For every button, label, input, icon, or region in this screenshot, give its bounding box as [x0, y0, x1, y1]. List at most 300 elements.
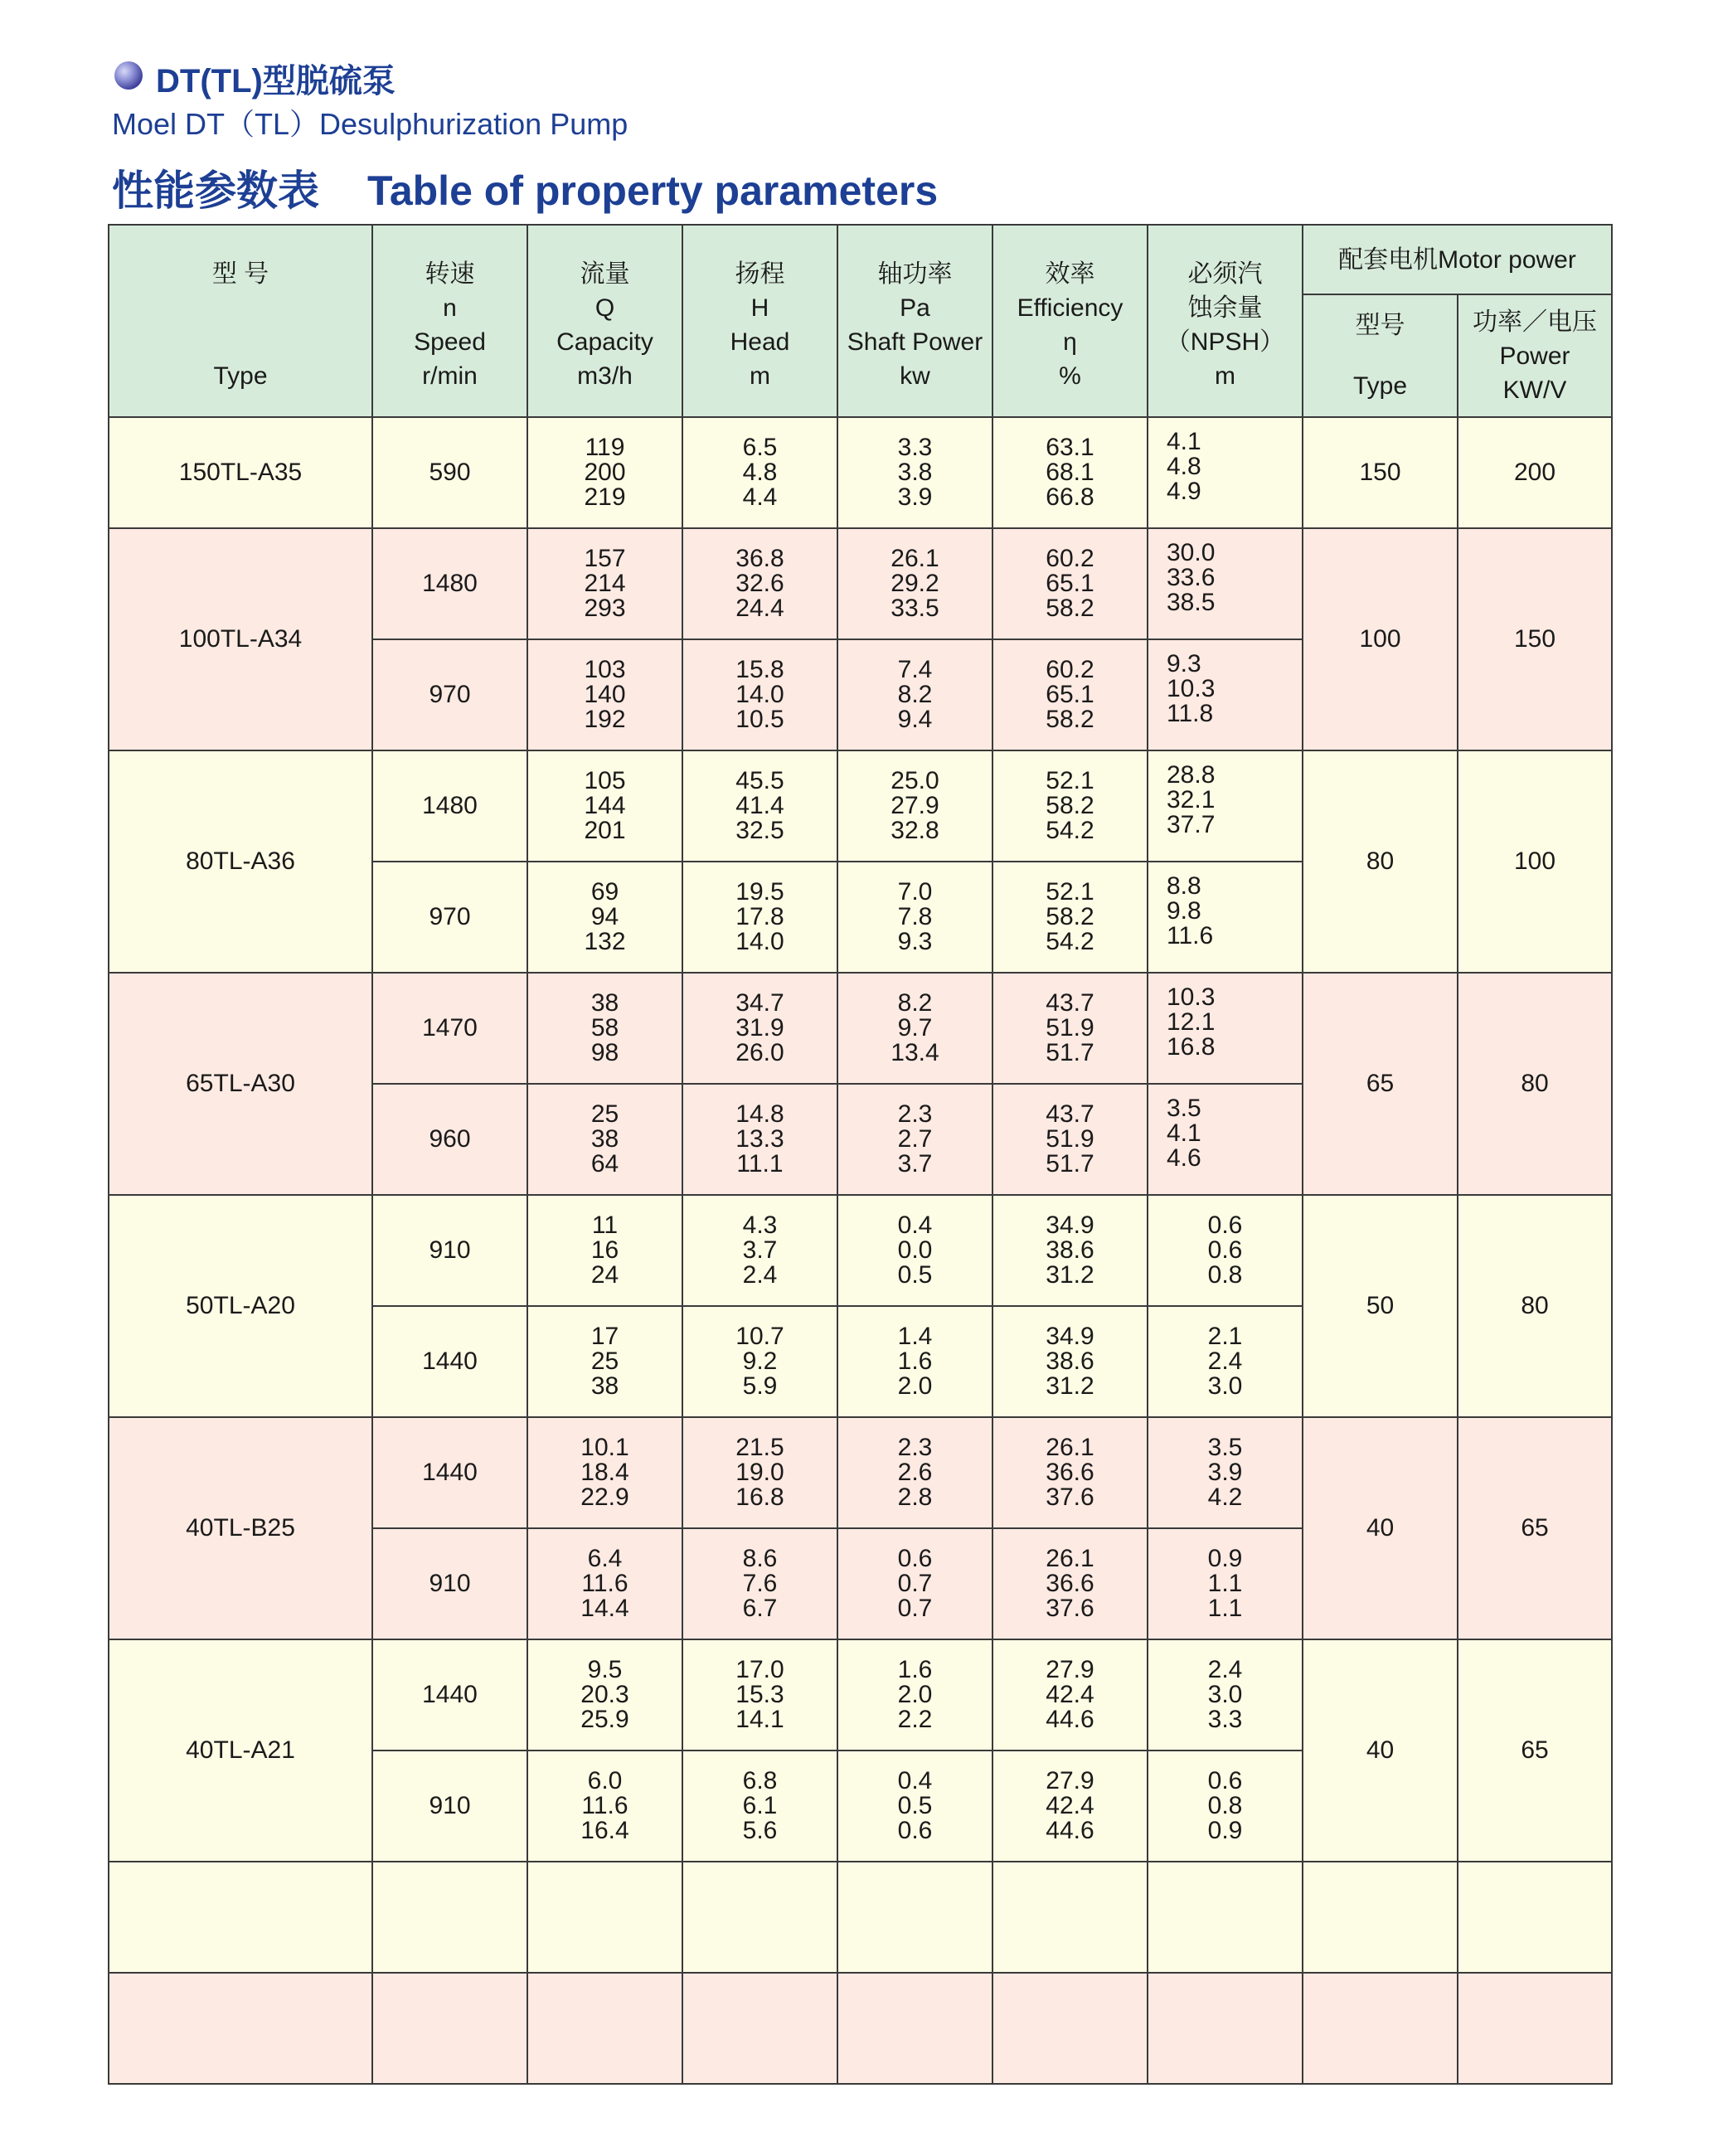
- cell-line: 17: [590, 1323, 619, 1350]
- cell-line: 19.0: [735, 1459, 784, 1486]
- cell-line: 201: [584, 817, 626, 844]
- cell-line: Q: [595, 294, 615, 322]
- cell-line: 32.8: [891, 817, 939, 844]
- empty-cell: [992, 1862, 1148, 1973]
- hdr-power: [837, 225, 992, 417]
- head-cell: [682, 1417, 837, 1528]
- cell-line: 14.8: [735, 1100, 784, 1128]
- cell-line: 0.8: [1207, 1792, 1243, 1819]
- cell-line: 37.6: [1046, 1483, 1094, 1511]
- capacity-cell: [527, 862, 682, 973]
- cell-line: 58.2: [1046, 706, 1094, 733]
- cell-line: 37.6: [1046, 1595, 1094, 1622]
- npsh-cell: [1148, 639, 1303, 750]
- cell-line: η: [1063, 328, 1077, 356]
- hdr-motor: 配套电机Motor power: [1303, 225, 1612, 294]
- cell-line: 2.0: [897, 1372, 933, 1400]
- cell-line: 26.0: [735, 1039, 784, 1066]
- cell-line: KW/V: [1502, 376, 1567, 404]
- empty-cell: [682, 1973, 837, 2084]
- cell-line: 10.1: [580, 1434, 629, 1461]
- cell-line: 9.3: [1167, 650, 1201, 677]
- cell-line: 24.4: [735, 595, 784, 622]
- hdr-motor-power: [1458, 294, 1612, 417]
- cell-line: 66.8: [1046, 483, 1094, 511]
- cell-line: 9.2: [742, 1348, 778, 1375]
- cell-line: 38.5: [1167, 589, 1216, 616]
- cell-line: Type: [1352, 372, 1408, 400]
- hdr-npsh: [1148, 225, 1303, 417]
- empty-cell: [1148, 1862, 1303, 1973]
- head-cell: [682, 417, 837, 528]
- cell-line: Capacity: [556, 328, 653, 356]
- cell-line: kw: [900, 362, 930, 390]
- cell-line: 9.8: [1167, 897, 1201, 925]
- cell-line: 6.0: [587, 1767, 623, 1794]
- empty-cell: [837, 1973, 992, 2084]
- efficiency-cell: [992, 1417, 1148, 1528]
- cell-line: 44.6: [1046, 1706, 1094, 1733]
- empty-cell: [1148, 1973, 1303, 2084]
- model-name: 40TL-B25: [109, 1417, 372, 1639]
- motor-type-cell: 80: [1303, 750, 1458, 973]
- cell-line: 8.8: [1167, 872, 1201, 900]
- hdr-efficiency: [992, 225, 1148, 417]
- cell-line: 2.4: [1207, 1348, 1243, 1375]
- empty-cell: [682, 1862, 837, 1973]
- cell-line: 1.4: [897, 1323, 933, 1350]
- cell-line: 38: [590, 1372, 619, 1400]
- cell-line: 27.9: [1046, 1767, 1094, 1794]
- cell-line: 31.9: [735, 1014, 784, 1042]
- cell-line: 54.2: [1046, 928, 1094, 955]
- cell-line: 42.4: [1046, 1792, 1094, 1819]
- cell-line: 0.6: [897, 1545, 933, 1572]
- cell-line: 2.7: [897, 1125, 933, 1153]
- power-cell: [837, 639, 992, 750]
- cell-line: 4.4: [742, 483, 778, 511]
- cell-line: 转速: [425, 260, 475, 288]
- cell-line: 41.4: [735, 792, 784, 819]
- cell-line: 15.8: [735, 656, 784, 683]
- cell-line: 52.1: [1046, 767, 1094, 794]
- cell-line: 192: [584, 706, 626, 733]
- cell-line: 11.6: [581, 1570, 628, 1597]
- motor-power-cell: 65: [1458, 1639, 1612, 1862]
- head-cell: [682, 528, 837, 639]
- cell-line: 效率: [1045, 260, 1095, 288]
- speed-cell: 910: [372, 1195, 527, 1306]
- cell-line: Speed: [414, 328, 486, 356]
- empty-cell: [109, 1862, 372, 1973]
- cell-line: 33.6: [1167, 564, 1216, 591]
- cell-line: 3.3: [897, 434, 933, 461]
- cell-line: 9.7: [897, 1014, 933, 1042]
- speed-cell: 1470: [372, 973, 527, 1084]
- head-cell: [682, 1084, 837, 1195]
- head-cell: [682, 1528, 837, 1639]
- cell-line: 15.3: [735, 1681, 784, 1708]
- capacity-cell: [527, 1751, 682, 1862]
- efficiency-cell: [992, 417, 1148, 528]
- npsh-cell: [1148, 1528, 1303, 1639]
- cell-line: 25: [590, 1100, 619, 1128]
- cell-line: 型 号: [211, 260, 269, 288]
- cell-line: 22.9: [580, 1483, 629, 1511]
- cell-line: 16.8: [1167, 1033, 1216, 1061]
- cell-line: 0.4: [897, 1212, 933, 1239]
- empty-cell: [992, 1973, 1148, 2084]
- npsh-cell: [1148, 1084, 1303, 1195]
- cell-line: 18.4: [580, 1459, 629, 1486]
- table-row: [109, 1639, 1612, 1751]
- cell-line: 17.8: [735, 903, 784, 930]
- cell-line: m: [750, 362, 770, 390]
- hdr-type: [109, 225, 372, 417]
- cell-line: 4.6: [1167, 1144, 1201, 1172]
- efficiency-cell: [992, 1084, 1148, 1195]
- power-cell: [837, 1306, 992, 1417]
- capacity-cell: [527, 1417, 682, 1528]
- cell-line: 3.5: [1207, 1434, 1243, 1461]
- cell-line: 32.5: [735, 817, 784, 844]
- capacity-cell: [527, 1084, 682, 1195]
- cell-line: 34.9: [1046, 1323, 1094, 1350]
- power-cell: [837, 1751, 992, 1862]
- empty-cell: [1458, 1862, 1612, 1973]
- cell-line: 63.1: [1046, 434, 1094, 461]
- motor-power-cell: 80: [1458, 973, 1612, 1195]
- npsh-cell: [1148, 1195, 1303, 1306]
- cell-line: 45.5: [735, 767, 784, 794]
- cell-line: 3.9: [897, 483, 933, 511]
- cell-line: 14.4: [580, 1595, 629, 1622]
- speed-cell: 970: [372, 639, 527, 750]
- cell-line: 69: [590, 878, 619, 906]
- cell-line: 31.2: [1046, 1372, 1094, 1400]
- cell-line: 200: [584, 459, 626, 486]
- cell-line: 12.1: [1167, 1008, 1216, 1036]
- cell-line: 6.1: [742, 1792, 778, 1819]
- cell-line: 52.1: [1046, 878, 1094, 906]
- motor-power-cell: 100: [1458, 750, 1612, 973]
- cell-line: 105: [584, 767, 626, 794]
- cell-line: 144: [584, 792, 626, 819]
- power-cell: [837, 417, 992, 528]
- cell-line: 2.4: [742, 1261, 778, 1289]
- head-cell: [682, 1195, 837, 1306]
- npsh-cell: [1148, 1751, 1303, 1862]
- cell-line: 25: [590, 1348, 619, 1375]
- npsh-cell: [1148, 417, 1303, 528]
- cell-line: 3.7: [742, 1236, 778, 1264]
- cell-line: 38.6: [1046, 1236, 1094, 1264]
- cell-line: 7.0: [897, 878, 933, 906]
- efficiency-cell: [992, 973, 1148, 1084]
- capacity-cell: [527, 639, 682, 750]
- speed-cell: 590: [372, 417, 527, 528]
- model-name: 40TL-A21: [109, 1639, 372, 1862]
- cell-line: 11.8: [1167, 700, 1214, 727]
- capacity-cell: [527, 750, 682, 862]
- cell-line: 2.6: [897, 1459, 933, 1486]
- cell-line: 32.1: [1167, 786, 1216, 813]
- cell-line: 68.1: [1046, 459, 1094, 486]
- cell-line: 3.0: [1207, 1372, 1243, 1400]
- speed-cell: 1440: [372, 1417, 527, 1528]
- npsh-cell: [1148, 1306, 1303, 1417]
- cell-line: 4.8: [742, 459, 778, 486]
- power-cell: [837, 862, 992, 973]
- cell-line: 32.6: [735, 570, 784, 597]
- head-cell: [682, 1639, 837, 1751]
- table-title: [112, 158, 938, 217]
- empty-cell: [1303, 1862, 1458, 1973]
- table-row: [109, 1195, 1612, 1306]
- empty-cell: [372, 1973, 527, 2084]
- cell-line: 51.7: [1046, 1150, 1094, 1178]
- motor-power-cell: 80: [1458, 1195, 1612, 1417]
- efficiency-cell: [992, 1306, 1148, 1417]
- table-title-en: Table of property parameters: [367, 168, 939, 214]
- cell-line: 42.4: [1046, 1681, 1094, 1708]
- cell-line: 1.1: [1207, 1595, 1243, 1622]
- motor-type-cell: 40: [1303, 1417, 1458, 1639]
- cell-line: 21.5: [735, 1434, 784, 1461]
- cell-line: 1.6: [897, 1656, 933, 1683]
- head-cell: [682, 1751, 837, 1862]
- power-cell: [837, 528, 992, 639]
- cell-line: 16: [590, 1236, 619, 1264]
- cell-line: 34.9: [1046, 1212, 1094, 1239]
- cell-line: 60.2: [1046, 656, 1094, 683]
- motor-power-cell: 200: [1458, 417, 1612, 528]
- model-name: 80TL-A36: [109, 750, 372, 973]
- cell-line: 7.8: [897, 903, 933, 930]
- cell-line: 3.7: [897, 1150, 933, 1178]
- cell-line: Shaft Power: [847, 328, 983, 356]
- model-name: 100TL-A34: [109, 528, 372, 750]
- cell-line: n: [443, 294, 457, 322]
- cell-line: 4.1: [1167, 1119, 1201, 1147]
- cell-line: 0.7: [897, 1570, 933, 1597]
- cell-line: 9.3: [897, 928, 933, 955]
- cell-line: 214: [584, 570, 626, 597]
- efficiency-cell: [992, 1528, 1148, 1639]
- power-cell: [837, 973, 992, 1084]
- cell-line: 14.1: [735, 1706, 784, 1733]
- cell-line: 51.7: [1046, 1039, 1094, 1066]
- cell-line: 2.0: [897, 1681, 933, 1708]
- motor-type-cell: 65: [1303, 973, 1458, 1195]
- cell-line: 13.4: [891, 1039, 939, 1066]
- cell-line: 17.0: [735, 1656, 784, 1683]
- power-cell: [837, 750, 992, 862]
- capacity-cell: [527, 417, 682, 528]
- cell-line: 44.6: [1046, 1817, 1094, 1844]
- property-table: [108, 224, 1613, 2085]
- cell-line: Power: [1499, 342, 1570, 370]
- cell-line: Pa: [900, 294, 930, 322]
- cell-line: 8.2: [897, 681, 933, 708]
- cell-line: 58.2: [1046, 903, 1094, 930]
- capacity-cell: [527, 973, 682, 1084]
- cell-line: 7.6: [742, 1570, 778, 1597]
- head-cell: [682, 973, 837, 1084]
- cell-line: 0.5: [897, 1261, 933, 1289]
- speed-cell: 1440: [372, 1306, 527, 1417]
- cell-line: 27.9: [891, 792, 939, 819]
- cell-line: 36.6: [1046, 1459, 1094, 1486]
- cell-line: 流量: [580, 260, 630, 288]
- cell-line: 36.8: [735, 545, 784, 572]
- cell-line: 2.4: [1207, 1656, 1243, 1683]
- cell-line: 157: [584, 545, 626, 572]
- model-name: 50TL-A20: [109, 1195, 372, 1417]
- cell-line: 型号: [1355, 312, 1405, 339]
- cell-line: 29.2: [891, 570, 939, 597]
- cell-line: 34.7: [735, 989, 784, 1017]
- cell-line: 65.1: [1046, 570, 1094, 597]
- efficiency-cell: [992, 1195, 1148, 1306]
- speed-cell: 910: [372, 1751, 527, 1862]
- hdr-speed: [372, 225, 527, 417]
- cell-line: 14.0: [735, 928, 784, 955]
- capacity-cell: [527, 528, 682, 639]
- page-title-en: Moel DT（TL）Desulphurization Pump: [112, 107, 628, 141]
- cell-line: 0.6: [1207, 1236, 1243, 1264]
- cell-line: 4.8: [1167, 453, 1201, 480]
- model-name: 65TL-A30: [109, 973, 372, 1195]
- cell-line: 6.7: [742, 1595, 778, 1622]
- empty-cell: [372, 1862, 527, 1973]
- power-cell: [837, 1084, 992, 1195]
- cell-line: 58.2: [1046, 792, 1094, 819]
- speed-cell: 1480: [372, 750, 527, 862]
- cell-line: 2.1: [1207, 1323, 1243, 1350]
- hdr-head: [682, 225, 837, 417]
- cell-line: 1.6: [897, 1348, 933, 1375]
- cell-line: 27.9: [1046, 1656, 1094, 1683]
- cell-line: 26.1: [891, 545, 939, 572]
- head-cell: [682, 1306, 837, 1417]
- cell-line: 33.5: [891, 595, 939, 622]
- cell-line: 38: [590, 1125, 619, 1153]
- cell-line: 2.3: [897, 1100, 933, 1128]
- cell-line: 64: [590, 1150, 619, 1178]
- cell-line: 3.8: [897, 459, 933, 486]
- cell-line: %: [1059, 362, 1081, 390]
- head-cell: [682, 750, 837, 862]
- cell-line: 65.1: [1046, 681, 1094, 708]
- cell-line: 4.1: [1167, 428, 1201, 455]
- npsh-cell: [1148, 750, 1303, 862]
- capacity-cell: [527, 1306, 682, 1417]
- head-cell: [682, 862, 837, 973]
- cell-line: 38.6: [1046, 1348, 1094, 1375]
- cell-line: 13.3: [735, 1125, 784, 1153]
- cell-line: （NPSH）: [1165, 328, 1285, 356]
- capacity-cell: [527, 1195, 682, 1306]
- speed-cell: 910: [372, 1528, 527, 1639]
- cell-line: 3.0: [1207, 1681, 1243, 1708]
- head-cell: [682, 639, 837, 750]
- speed-cell: 960: [372, 1084, 527, 1195]
- cell-line: 103: [584, 656, 626, 683]
- cell-line: Efficiency: [1017, 294, 1123, 322]
- cell-line: 3.3: [1207, 1706, 1243, 1733]
- cell-line: 11.6: [1167, 922, 1214, 949]
- cell-line: 轴功率: [877, 260, 953, 288]
- cell-line: 98: [590, 1039, 619, 1066]
- efficiency-cell: [992, 750, 1148, 862]
- empty-cell: [527, 1862, 682, 1973]
- npsh-cell: [1148, 973, 1303, 1084]
- cell-line: 0.7: [897, 1595, 933, 1622]
- motor-type-cell: 50: [1303, 1195, 1458, 1417]
- cell-line: 51.9: [1046, 1125, 1094, 1153]
- npsh-cell: [1148, 862, 1303, 973]
- cell-line: 0.9: [1207, 1817, 1243, 1844]
- cell-line: 10.5: [735, 706, 784, 733]
- table-row: [109, 973, 1612, 1084]
- cell-line: 43.7: [1046, 989, 1094, 1017]
- page-title-cn: DT(TL)型脱硫泵: [156, 63, 396, 100]
- cell-line: 6.4: [587, 1545, 623, 1572]
- hdr-capacity: [527, 225, 682, 417]
- cell-line: 0.6: [1207, 1212, 1243, 1239]
- cell-line: 51.9: [1046, 1014, 1094, 1042]
- hdr-motor-type: [1303, 294, 1458, 417]
- cell-line: 10.3: [1167, 675, 1216, 702]
- efficiency-cell: [992, 862, 1148, 973]
- cell-line: 19.5: [735, 878, 784, 906]
- cell-line: 4.2: [1207, 1483, 1243, 1511]
- cell-line: m: [1215, 362, 1235, 390]
- cell-line: 26.1: [1046, 1545, 1094, 1572]
- cell-line: 9.4: [897, 706, 933, 733]
- cell-line: 94: [590, 903, 619, 930]
- table-row: [109, 750, 1612, 862]
- cell-line: 219: [584, 483, 626, 511]
- cell-line: 43.7: [1046, 1100, 1094, 1128]
- cell-line: 8.2: [897, 989, 933, 1017]
- cell-line: 7.4: [897, 656, 933, 683]
- cell-line: r/min: [422, 362, 478, 390]
- cell-line: 16.4: [580, 1817, 629, 1844]
- efficiency-cell: [992, 528, 1148, 639]
- empty-cell: [837, 1862, 992, 1973]
- cell-line: 0.8: [1207, 1261, 1243, 1289]
- cell-line: 1.1: [1207, 1570, 1243, 1597]
- capacity-cell: [527, 1639, 682, 1751]
- cell-line: 6.8: [742, 1767, 778, 1794]
- cell-line: 31.2: [1046, 1261, 1094, 1289]
- cell-line: 扬程: [735, 260, 785, 288]
- efficiency-cell: [992, 639, 1148, 750]
- power-cell: [837, 1528, 992, 1639]
- cell-line: 119: [585, 434, 625, 461]
- cell-line: 必须汽: [1187, 260, 1263, 288]
- cell-line: 2.8: [897, 1483, 933, 1511]
- cell-line: 60.2: [1046, 545, 1094, 572]
- cell-line: 3.9: [1207, 1459, 1243, 1486]
- cell-line: 2.3: [897, 1434, 933, 1461]
- cell-line: 54.2: [1046, 817, 1094, 844]
- cell-line: 14.0: [735, 681, 784, 708]
- cell-line: 10.7: [735, 1323, 784, 1350]
- efficiency-cell: [992, 1639, 1148, 1751]
